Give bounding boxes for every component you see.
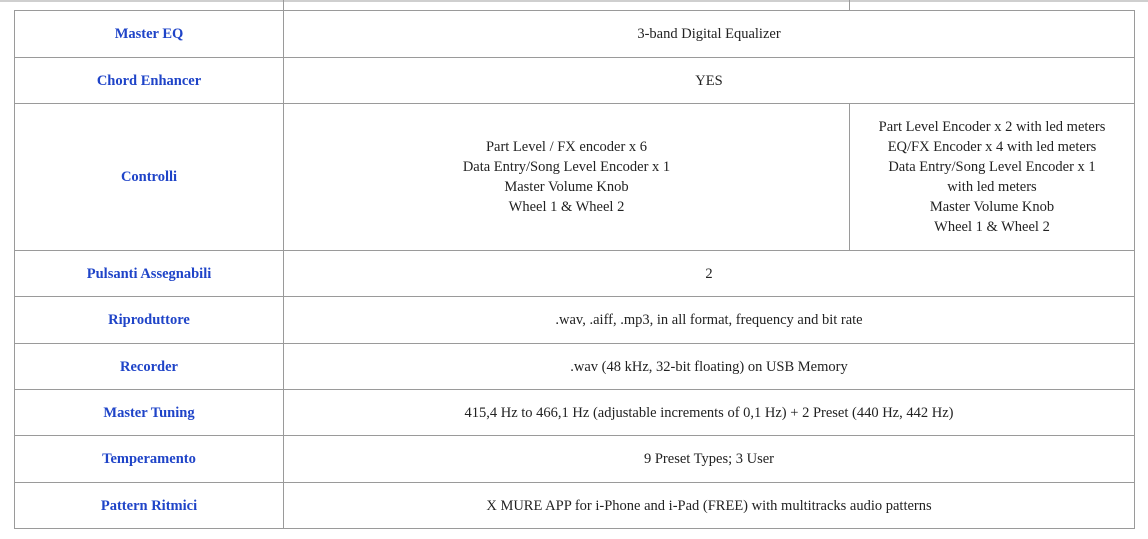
text-line: with led meters xyxy=(947,179,1037,195)
table-row xyxy=(15,251,1135,297)
text-line: Master Volume Knob xyxy=(929,199,1055,215)
top-border xyxy=(0,0,1148,2)
column-divider-stub xyxy=(849,0,850,10)
row-label-controlli: Controlli xyxy=(15,104,284,251)
text-line: EQ/FX Encoder x 4 with led meters xyxy=(887,139,1097,155)
text-line: Part Level Encoder x 2 with led meters xyxy=(878,119,1106,135)
row-value-pattern-ritmici: X MURE APP for i-Phone and i-Pad (FREE) with multitracks audio patterns xyxy=(284,483,1135,529)
row-value-master-eq: 3-band Digital Equalizer xyxy=(284,11,1135,58)
row-label-master-eq: Master EQ xyxy=(15,11,284,58)
table-row xyxy=(15,483,1135,529)
row-label-pattern-ritmici: Pattern Ritmici xyxy=(15,483,284,529)
table-row xyxy=(15,436,1135,483)
row-label-pulsanti-assegnabili: Pulsanti Assegnabili xyxy=(15,251,284,297)
table-row xyxy=(15,297,1135,344)
row-label-riproduttore: Riproduttore xyxy=(15,297,284,344)
row-label-master-tuning: Master Tuning xyxy=(15,390,284,436)
table-row xyxy=(15,390,1135,436)
text-line: Part Level / FX encoder x 6 xyxy=(485,139,648,155)
row-label-temperamento: Temperamento xyxy=(15,436,284,483)
table-row xyxy=(15,58,1135,104)
row-value-pulsanti-assegnabili: 2 xyxy=(284,251,1135,297)
row-label-chord-enhancer: Chord Enhancer xyxy=(15,58,284,104)
table-row xyxy=(15,11,1135,58)
text-line: Data Entry/Song Level Encoder x 1 xyxy=(888,159,1096,175)
row-value-riproduttore: .wav, .aiff, .mp3, in all format, frequency and bit rate xyxy=(284,297,1135,344)
text-line: Data Entry/Song Level Encoder x 1 xyxy=(462,159,671,175)
text-line: Master Volume Knob xyxy=(504,179,629,195)
row-value-temperamento: 9 Preset Types; 3 User xyxy=(284,436,1135,483)
spec-table xyxy=(14,10,1135,529)
text-line: Wheel 1 & Wheel 2 xyxy=(508,199,625,215)
row-value-recorder: .wav (48 kHz, 32-bit floating) on USB Memory xyxy=(284,344,1135,390)
column-divider-stub xyxy=(283,0,284,10)
row-label-recorder: Recorder xyxy=(15,344,284,390)
text-line: Wheel 1 & Wheel 2 xyxy=(934,219,1050,235)
row-value-master-tuning: 415,4 Hz to 466,1 Hz (adjustable increments of 0,1 Hz) + 2 Preset (440 Hz, 442 Hz) xyxy=(284,390,1135,436)
row-value-controlli-left xyxy=(284,104,850,251)
table-row xyxy=(15,344,1135,390)
row-value-controlli-right xyxy=(850,104,1135,251)
table-row xyxy=(15,104,1135,251)
row-value-chord-enhancer: YES xyxy=(284,58,1135,104)
